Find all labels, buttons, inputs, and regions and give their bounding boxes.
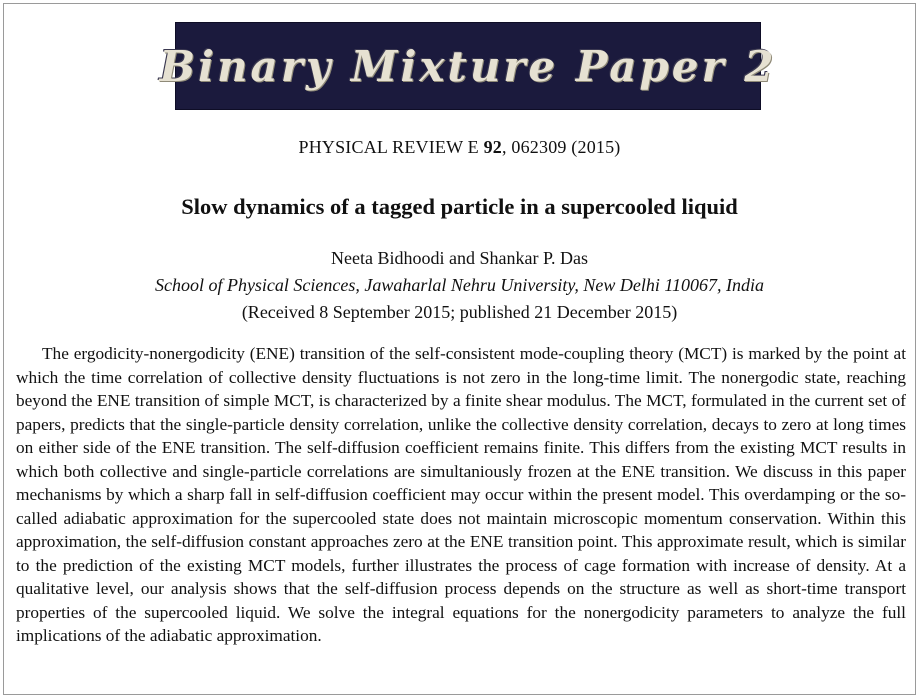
paper-title: Slow dynamics of a tagged particle in a supercooled liquid (181, 194, 738, 219)
journal-name: PHYSICAL REVIEW E (298, 137, 479, 157)
page-frame (3, 3, 916, 695)
journal-citation (4, 137, 915, 158)
journal-article-info: , 062309 (2015) (502, 137, 621, 157)
paper-affiliation: School of Physical Sciences, Jawaharlal Nehru University, New Delhi 110067, India (154, 275, 765, 295)
journal-volume: 92 (483, 137, 502, 157)
title-banner (159, 22, 777, 110)
paper-abstract: The ergodicity-nonergodicity (ENE) transition of the self-consistent mode-coupling theory (MCT) is marked by the point at which the time correlation of collective density fluctuations is not zero in the long-time limit. The nonergodic state, reaching beyond the ENE transition of simple MCT, is characterized by a finite shear modulus. The MCT, formulated in the current set of papers, predicts that the single-particle density correlation, unlike the collective density correlation, decays to zero at long times on either side of the ENE transition. The self-diffusion coefficient remains finite. This differs from the existing MCT results in which both collective and single-particle correlations are simultaniously frozen at the ENE transition. We discuss in this paper mechanisms by which a sharp fall in self-diffusion coefficient may occur within the present model. This overdamping or the so-called adiabatic approximation for the supercooled state does not maintain microscopic momentum conservation. Within this approximation, the self-diffusion constant approaches zero at the ENE transition point. This approximate result, which is similar to the prediction of the existing MCT models, further illustrates the process of cage formation with increase of density. At a qualitative level, our analysis shows that the self-diffusion process depends on the structure as well as short-time transport properties of the supercooled liquid. We solve the integral equations for the nonergodicity parameters to analyze the full implications of the adiabatic approximation. (16, 344, 906, 645)
paper-dates: (Received 8 September 2015; published 21 December 2015) (241, 302, 678, 322)
banner-title: Binary Mixture Paper 2 (159, 41, 777, 91)
paper-authors: Neeta Bidhoodi and Shankar P. Das (331, 248, 588, 268)
